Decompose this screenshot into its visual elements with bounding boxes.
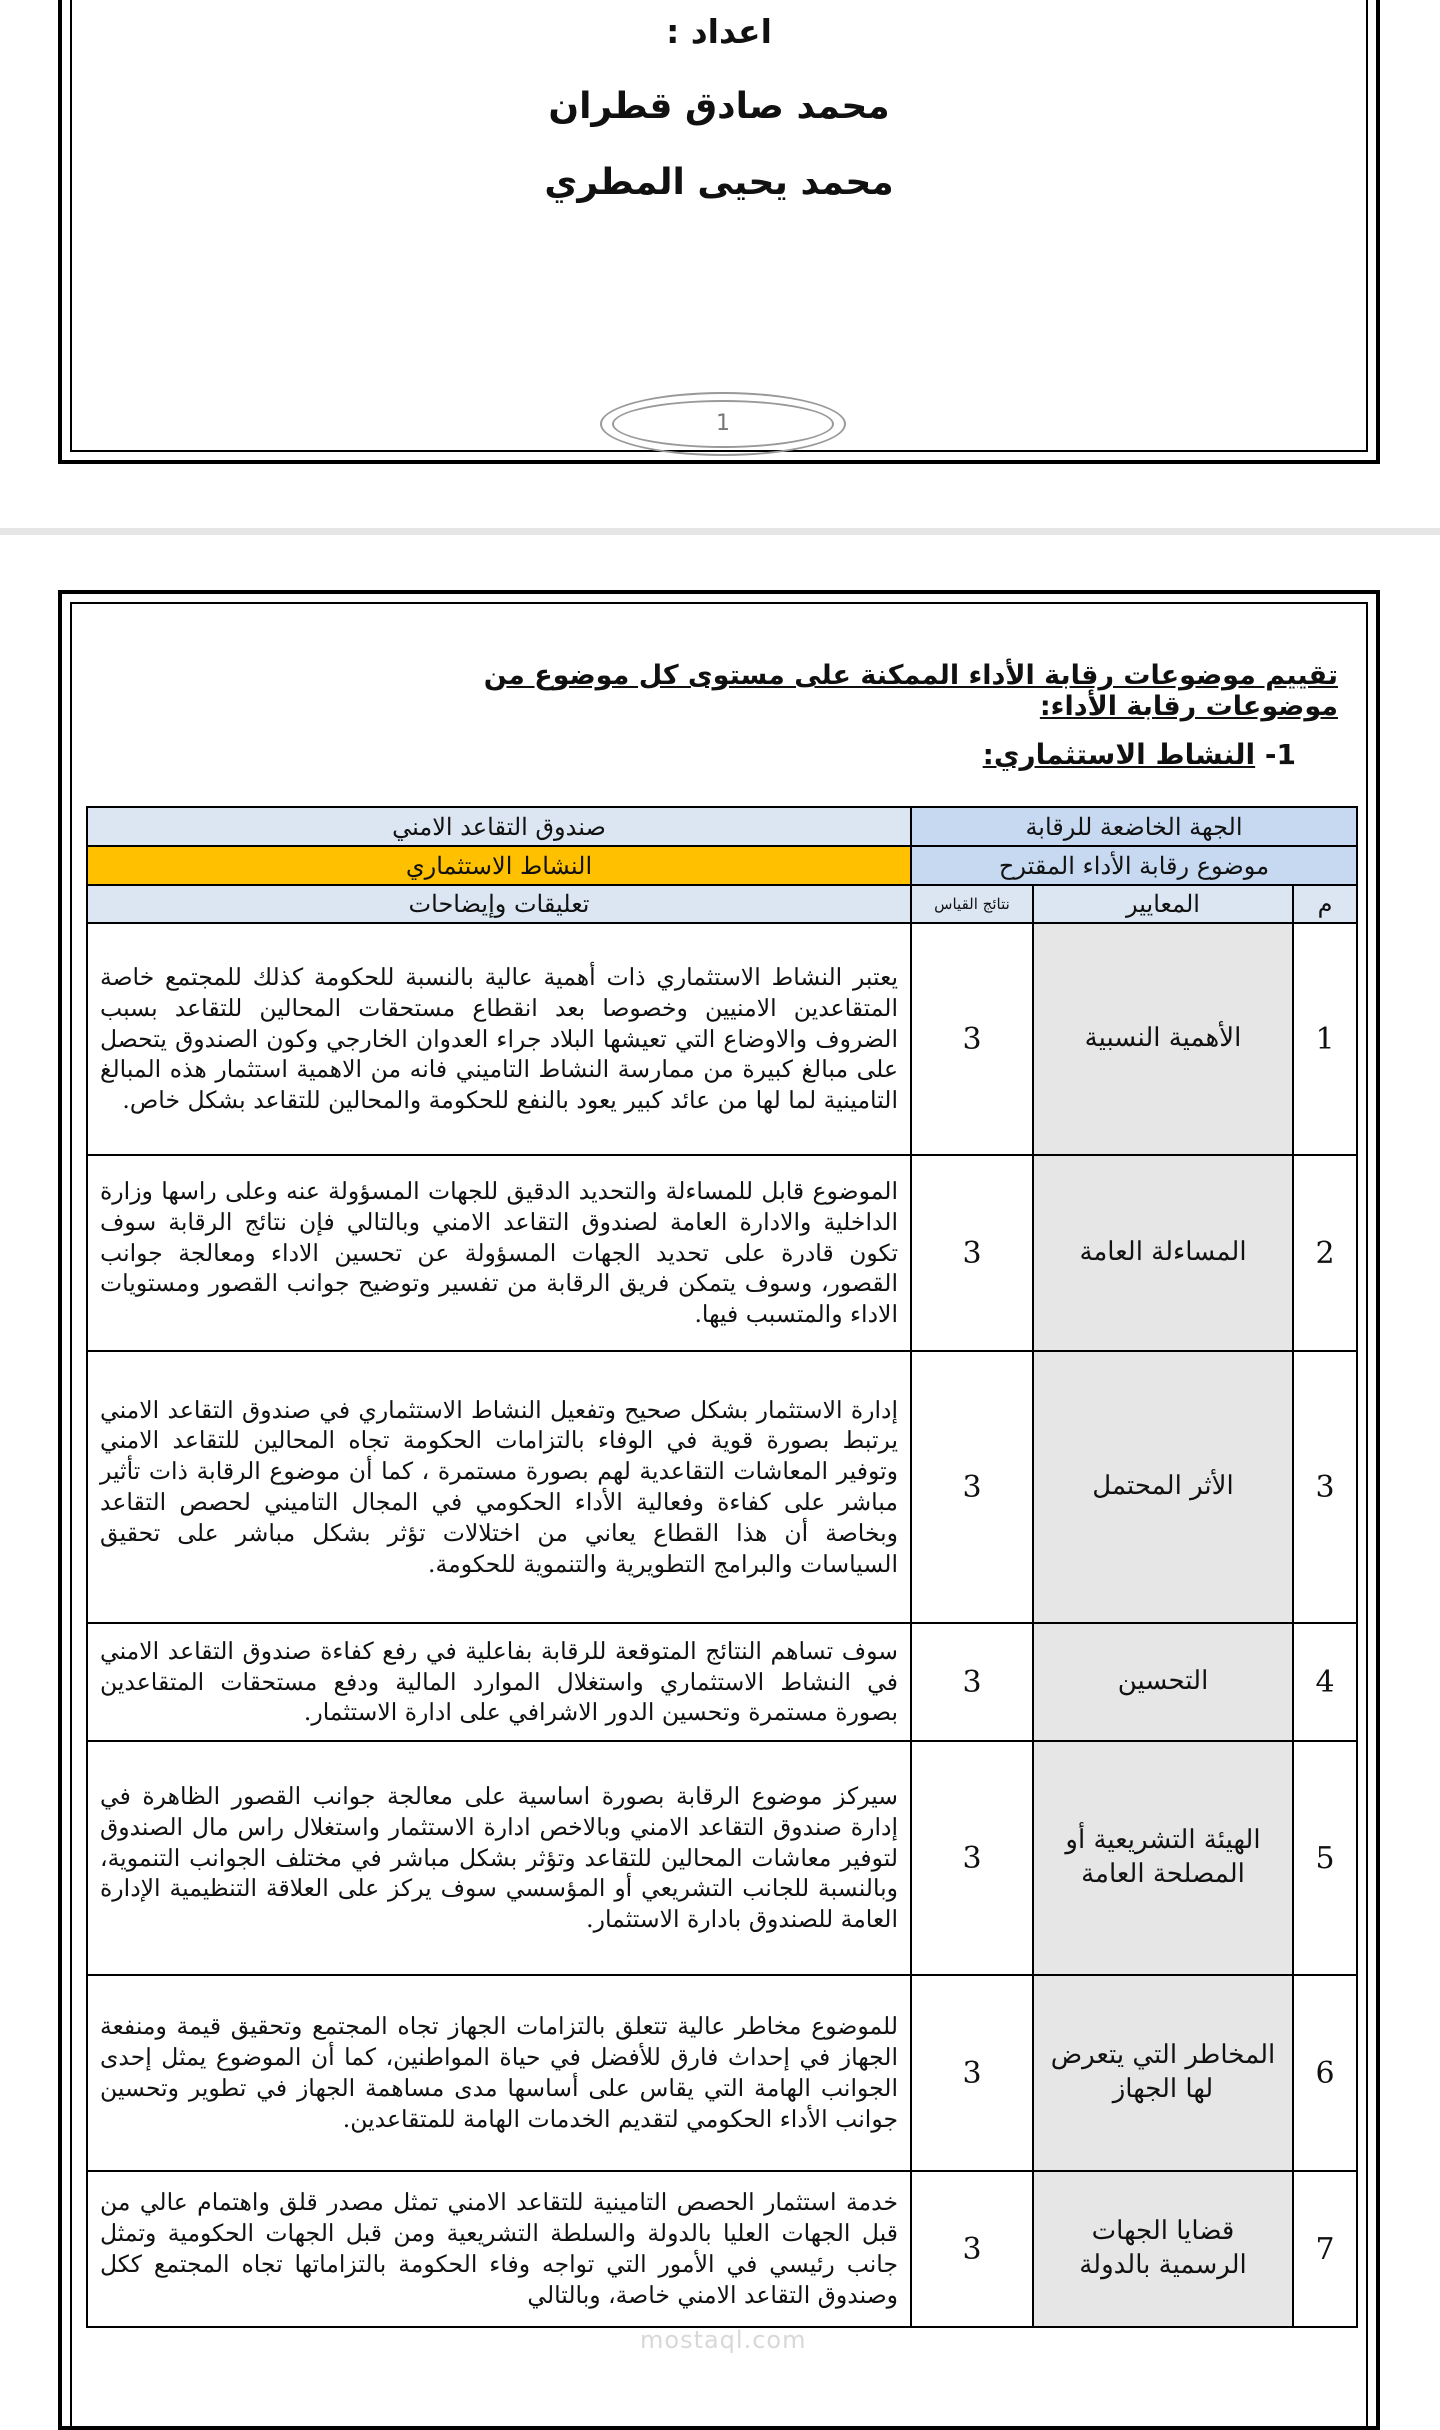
column-header-criteria: المعايير [1033,885,1293,923]
column-header-row [87,885,1357,923]
row-number: 7 [1293,2171,1357,2327]
row-comment: يعتبر النشاط الاستثماري ذات أهمية عالية بالنسبة للحكومة كذلك للمجتمع خاصة المتقاعدين الامنيين وخصوصا بعد انقطاع مستحقات المحالين للتقاعد بسبب الضروف والاوضاع التي تعيشها البلاد جراء العدوان الخارجي وكون الصندوق يتحصل على مبالغ كبيرة من ممارسة النشاط التاميني فانه من الاهمية استثمار هذه المبالغ التامينية لما لها من عائد كبير يعود بالنفع للحكومة والمحالين للتقاعد بشكل خاص. [87,923,911,1155]
author-name-1: محمد صادق قطران [548,86,890,127]
row-score: 3 [911,1623,1033,1741]
column-header-result: نتائج القياس [911,885,1033,923]
row-number: 6 [1293,1975,1357,2171]
row-criteria: المخاطر التي يتعرض لها الجهاز [1033,1975,1293,2171]
row-number: 5 [1293,1741,1357,1975]
topic-label: موضوع رقابة الأداء المقترح [911,846,1357,885]
audited-entity-row [87,807,1357,846]
row-number: 1 [1293,923,1357,1155]
row-criteria: التحسين [1033,1623,1293,1741]
row-criteria: قضايا الجهات الرسمية بالدولة [1033,2171,1293,2327]
row-comment: خدمة استثمار الحصص التامينية للتقاعد الامني تمثل مصدر قلق واهتمام عالي من قبل الجهات العليا بالدولة والسلطة التشريعية ومن قبل الجهات الحكومية وتمثل جانب رئيسي في الأمور التي تواجه وفاء الحكومة بالتزاماتها تجاه المجتمع ككل وصندوق التقاعد الامني خاصة، وبالتالي [87,2171,911,2327]
row-comment: سوف تساهم النتائج المتوقعة للرقابة بفاعلية في رفع كفاءة صندوق التقاعد الامني في النشاط الاستثماري واستغلال الموارد المالية ودفع مستحقات المتقاعدين بصورة مستمرة وتحسين الدور الاشرافي على ادارة الاستثمار. [87,1623,911,1741]
row-criteria: الأهمية النسبية [1033,923,1293,1155]
table-row [87,1351,1357,1623]
table-row [87,923,1357,1155]
row-number: 3 [1293,1351,1357,1623]
row-score: 3 [911,1975,1033,2171]
topic-row [87,846,1357,885]
topic-value: النشاط الاستثماري [87,846,911,885]
audited-entity-label: الجهة الخاضعة للرقابة [911,807,1357,846]
column-header-no: م [1293,885,1357,923]
evaluation-table [86,806,1358,2328]
row-criteria: المساءلة العامة [1033,1155,1293,1351]
row-comment: الموضوع قابل للمساءلة والتحديد الدقيق للجهات المسؤولة عنه وعلى راسها وزارة الداخلية والادارة العامة لصندوق التقاعد الامني وبالتالي فإن نتائج الرقابة سوف تكون قادرة على تحديد الجهات المسؤولة عن تحسين الاداء ومعالجة جوانب القصور، وسوف يتمكن فريق الرقابة من تفسير وتوضيح جوانب القصور ومستويات الاداء والمتسبب فيها. [87,1155,911,1351]
table-row [87,1155,1357,1351]
author-name-2: محمد يحيى المطري [544,162,894,203]
watermark-text: mostaql.com [640,2326,807,2354]
section-heading: تقييم موضوعات رقابة الأداء الممكنة على مستوى كل موضوع من موضوعات رقابة الأداء: [483,660,1338,722]
page-1-inner-frame [70,0,1368,452]
table-row [87,1623,1357,1741]
subsection-heading [900,738,1296,771]
row-number: 4 [1293,1623,1357,1741]
row-score: 3 [911,2171,1033,2327]
row-score: 3 [911,1155,1033,1351]
table-row [87,1975,1357,2171]
subsection-title: النشاط الاستثماري: [982,738,1256,771]
row-score: 3 [911,1741,1033,1975]
row-score: 3 [911,923,1033,1155]
page-number: 1 [716,411,730,436]
row-criteria: الأثر المحتمل [1033,1351,1293,1623]
table-row [87,2171,1357,2327]
audited-entity-value: صندوق التقاعد الامني [87,807,911,846]
row-comment: سيركز موضوع الرقابة بصورة اساسية على معالجة جوانب القصور الظاهرة في إدارة صندوق التقاعد الامني وبالاخص ادارة الاستثمار واستغلال راس مال الصندوق لتوفير معاشات المحالين للتقاعد وتؤثر بشكل مباشر في مختلف الجوانب التنموية، وبالنسبة للجانب التشريعي أو المؤسسي سوف يركز على العلاقة التنظيمية الإدارة العامة للصندوق بادارة الاستثمار. [87,1741,911,1975]
row-comment: للموضوع مخاطر عالية تتعلق بالتزامات الجهاز تجاه المجتمع وتحقيق قيمة ومنفعة الجهاز في إحداث فارق للأفضل في حياة المواطنين، كما أن الموضوع يمثل إحدى الجوانب الهامة التي يقاس على أساسها مدى مساهمة الجهاز في تطوير وتحسين جوانب الأداء الحكومي لتقديم الخدمات الهامة للمتقاعدين. [87,1975,911,2171]
row-score: 3 [911,1351,1033,1623]
prepared-by-label: اعداد : [666,12,772,51]
row-comment: إدارة الاستثمار بشكل صحيح وتفعيل النشاط الاستثماري في صندوق التقاعد الامني يرتبط بصورة قوية في الوفاء بالتزامات الحكومة تجاه المحالين للتقاعد الامني وتوفير المعاشات التقاعدية لهم بصورة مستمرة ، كما أن موضوع الرقابة ذات تأثير مباشر على كفاءة وفعالية الأداء الحكومي في المجال التاميني لحصص التقاعد وبخاصة أن هذا القطاع يعاني من اختلالات تؤثر بشكل مباشر على تحقيق السياسات والبرامج التطويرية والتنموية للحكومة. [87,1351,911,1623]
subsection-number: 1- [1264,738,1296,771]
page-number-badge [600,392,846,456]
row-criteria: الهيئة التشريعية أو المصلحة العامة [1033,1741,1293,1975]
table-row [87,1741,1357,1975]
page-separator [0,528,1440,535]
row-number: 2 [1293,1155,1357,1351]
column-header-comments: تعليقات وإيضاحات [87,885,911,923]
